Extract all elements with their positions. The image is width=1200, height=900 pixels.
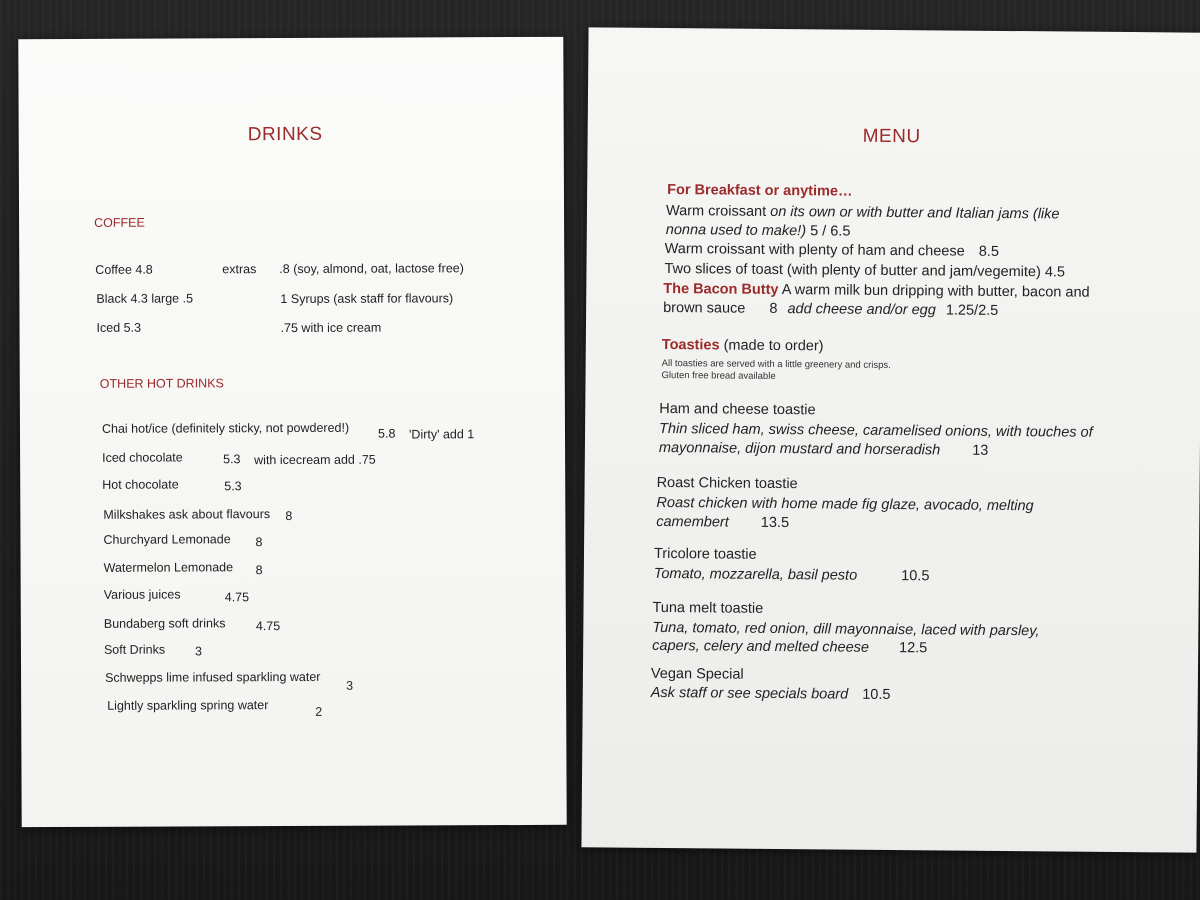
toastie-desc — [651, 685, 891, 703]
drinks-sheet — [18, 37, 566, 827]
drink-item-price: 3 — [346, 678, 354, 693]
menu-line — [663, 281, 1089, 301]
item-price: 4.5 — [1044, 264, 1066, 281]
item-desc: A warm milk bun dripping with butter, bacon and — [781, 282, 1090, 301]
toastie-desc — [656, 495, 1033, 514]
item-desc: on its own or with butter and Italian jams (like — [770, 203, 1060, 223]
drink-item-price: 2 — [315, 704, 323, 719]
toastie-price: 10.5 — [901, 568, 930, 585]
toastie-name: Vegan Special — [650, 665, 744, 683]
item-desc: brown sauce — [663, 299, 746, 317]
drink-item-price: 5.8 — [377, 426, 396, 441]
drink-item-name: Schwepps lime infused sparkling water — [105, 669, 321, 685]
toasties-note: Gluten free bread available — [661, 369, 776, 382]
toastie-desc-text: Roast chicken with home made fig glaze, avocado, melting — [656, 494, 1034, 515]
toastie-name: Tuna melt toastie — [652, 599, 764, 617]
toasties-title: Toasties — [661, 336, 720, 354]
toastie-desc — [652, 638, 927, 656]
drink-item-name: Watermelon Lemonade — [103, 560, 234, 575]
toastie-price: 13 — [972, 442, 989, 459]
coffee-row-left: Black 4.3 large .5 — [96, 291, 194, 306]
drink-item-price: 5.3 — [223, 452, 241, 467]
drink-item-name: Chai hot/ice (definitely sticky, not powdered!) — [101, 420, 350, 436]
toasties-note: All toasties are served with a little greenery and crisps. — [661, 357, 891, 371]
toastie-name: Roast Chicken toastie — [656, 474, 798, 493]
other-hot-drinks-heading: OTHER HOT DRINKS — [99, 376, 224, 391]
toastie-desc — [659, 440, 989, 459]
coffee-heading: COFFEE — [94, 215, 145, 230]
toastie-desc — [652, 620, 1039, 639]
menu-line — [666, 203, 1060, 222]
toastie-desc-text: capers, celery and melted cheese — [652, 637, 870, 656]
drink-item-name: Churchyard Lemonade — [103, 532, 231, 547]
drink-item-price: 8 — [255, 563, 263, 578]
toastie-desc-text: camembert — [656, 513, 729, 531]
drink-item-price: 8 — [255, 535, 263, 550]
coffee-row-right: 1 Syrups (ask staff for flavours) — [280, 291, 454, 307]
food-menu-sheet — [581, 27, 1200, 852]
toastie-desc-text: Tomato, mozzarella, basil pesto — [653, 565, 858, 584]
drink-item-name: Soft Drinks — [103, 642, 166, 657]
toastie-name: Ham and cheese toastie — [659, 400, 816, 419]
drink-item-name: Hot chocolate — [102, 477, 179, 492]
drink-item-price: 3 — [194, 644, 202, 659]
item-name: Warm croissant with plenty of ham and cheese — [664, 241, 965, 260]
coffee-row-left: Iced 5.3 — [96, 320, 142, 335]
coffee-row-mid: extras — [222, 262, 257, 277]
coffee-row-right: .8 (soy, almond, oat, lactose free) — [279, 261, 464, 277]
toastie-desc-text: Ask staff or see specials board — [650, 684, 849, 703]
drink-item-price: 4.75 — [224, 590, 250, 605]
menu-line — [665, 241, 999, 260]
toastie-price: 12.5 — [898, 640, 928, 657]
toastie-price: 10.5 — [862, 686, 891, 703]
toastie-desc — [654, 566, 930, 584]
drink-item-note: with icecream add .75 — [254, 452, 376, 468]
breakfast-heading: For Breakfast or anytime… — [667, 182, 853, 200]
menu-title: MENU — [862, 125, 921, 148]
drink-item-note: 'Dirty' add 1 — [408, 427, 475, 442]
drinks-title: DRINKS — [247, 123, 323, 146]
toastie-desc — [656, 514, 789, 531]
drink-item-name: Milkshakes ask about flavours — [103, 507, 271, 522]
drink-item-price: 8 — [285, 509, 293, 524]
item-extra: add cheese and/or egg — [787, 301, 936, 319]
menu-line — [666, 222, 851, 240]
drink-item-name: Various juices — [103, 587, 181, 602]
item-desc: nonna used to make!) — [665, 222, 807, 240]
toastie-desc-text: Thin sliced ham, swiss cheese, caramelised onions, with touches of — [659, 420, 1093, 441]
drink-item-price: 4.75 — [255, 619, 281, 634]
menu-line — [664, 261, 1065, 280]
coffee-row-right: .75 with ice cream — [280, 320, 382, 336]
item-name: The Bacon Butty — [663, 280, 779, 298]
item-price: 5 / 6.5 — [810, 223, 851, 240]
item-price: 8 — [769, 300, 778, 317]
toastie-desc-text: mayonnaise, dijon mustard and horseradish — [658, 439, 941, 459]
coffee-row-left: Coffee 4.8 — [95, 262, 153, 277]
item-name: Two slices of toast (with plenty of butter and jam/vegemite) — [664, 261, 1041, 281]
drink-item-name: Bundaberg soft drinks — [103, 616, 226, 631]
item-name: Warm croissant — [665, 203, 767, 220]
item-price: 8.5 — [978, 243, 999, 260]
toastie-desc — [659, 421, 1093, 441]
drink-item-name: Lightly sparkling spring water — [107, 698, 269, 713]
toastie-desc-text: Tuna, tomato, red onion, dill mayonnaise, laced with parsley, — [652, 619, 1040, 640]
toasties-heading — [662, 337, 824, 354]
menu-line — [663, 300, 998, 319]
item-extra-price: 1.25/2.5 — [945, 302, 999, 319]
drink-item-name: Iced chocolate — [102, 450, 183, 465]
toastie-name: Tricolore toastie — [653, 545, 757, 563]
drink-item-price: 5.3 — [224, 479, 242, 494]
toasties-subtitle: (made to order) — [723, 337, 824, 355]
toastie-price: 13.5 — [760, 514, 790, 532]
